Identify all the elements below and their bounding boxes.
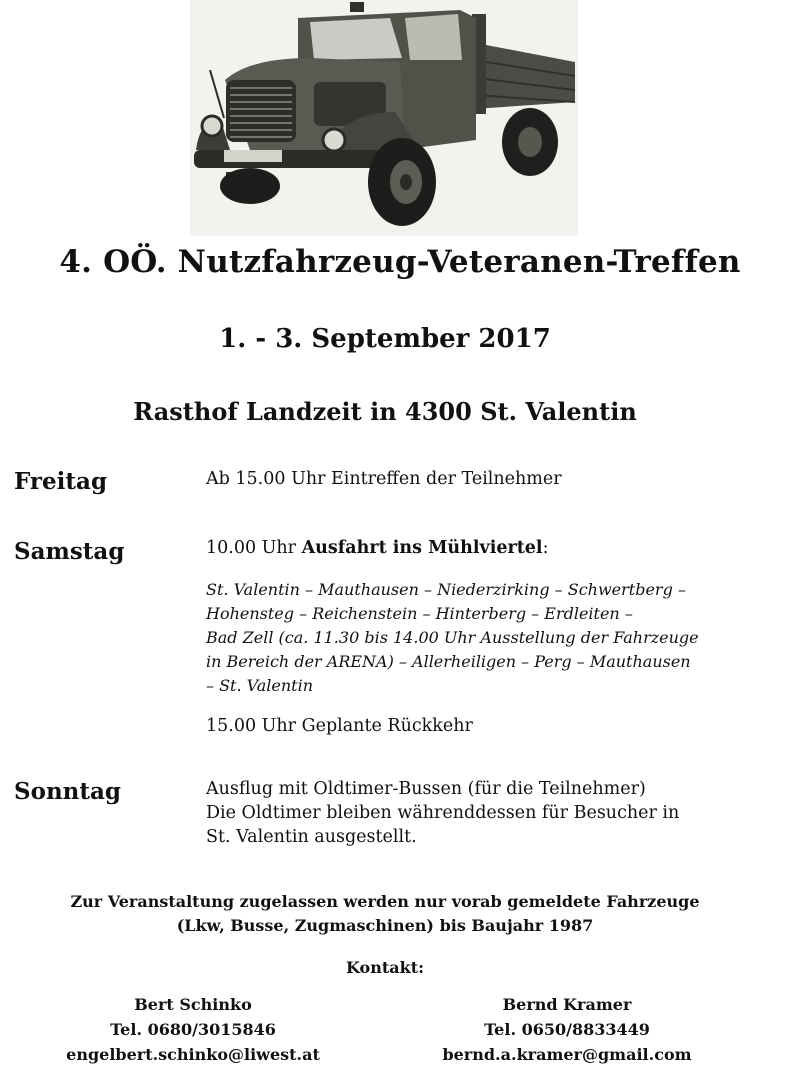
contact-person-1 xyxy=(28,992,358,1067)
contact-name: Bert Schinko xyxy=(134,995,252,1014)
sunday-line: Ausflug mit Oldtimer-Bussen (für die Teilnehmer) xyxy=(206,779,646,799)
sunday-line: Die Oldtimer bleiben währenddessen für Besucher in xyxy=(206,803,680,823)
sunday-line: St. Valentin ausgestellt. xyxy=(206,827,417,847)
saturday-route xyxy=(206,578,699,698)
friday-text: Ab 15.00 Uhr Eintreffen der Teilnehmer xyxy=(206,469,562,489)
day-label-friday: Freitag xyxy=(14,468,108,495)
day-label-saturday: Samstag xyxy=(14,538,125,565)
sunday-text xyxy=(206,777,679,849)
event-date: 1. - 3. September 2017 xyxy=(219,324,551,354)
saturday-headline xyxy=(206,538,548,558)
route-line: Bad Zell (ca. 11.30 bis 14.00 Uhr Ausstellung der Fahrzeuge xyxy=(206,628,699,647)
saturday-colon: : xyxy=(542,538,549,558)
notice-line-1: Zur Veranstaltung zugelassen werden nur vorab gemeldete Fahrzeuge xyxy=(70,892,700,911)
contact-email: bernd.a.kramer@gmail.com xyxy=(442,1045,692,1064)
page-title: 4. OÖ. Nutzfahrzeug-Veteranen-Treffen xyxy=(59,244,741,280)
day-label-sunday: Sonntag xyxy=(14,778,122,805)
contact-phone: Tel. 0650/8833449 xyxy=(484,1020,650,1039)
route-line: in Bereich der ARENA) – Allerheiligen – Perg – Mauthausen xyxy=(206,652,691,671)
event-venue: Rasthof Landzeit in 4300 St. Valentin xyxy=(133,397,637,426)
contact-phone: Tel. 0680/3015846 xyxy=(110,1020,276,1039)
saturday-time: 10.00 Uhr xyxy=(206,538,302,558)
route-line: St. Valentin – Mauthausen – Niederzirking – Schwertberg – xyxy=(206,580,686,599)
route-line: – St. Valentin xyxy=(206,676,314,695)
route-line: Hohensteg – Reichenstein – Hinterberg – Erdleiten – xyxy=(206,604,633,623)
saturday-return: 15.00 Uhr Geplante Rückkehr xyxy=(206,716,473,736)
notice-line-2: (Lkw, Busse, Zugmaschinen) bis Baujahr 1987 xyxy=(176,916,594,935)
contact-person-2 xyxy=(402,992,732,1067)
vintage-truck-image xyxy=(190,0,578,236)
contact-name: Bernd Kramer xyxy=(502,995,632,1014)
contact-label: Kontakt: xyxy=(346,958,424,977)
contact-email: engelbert.schinko@liwest.at xyxy=(66,1045,320,1064)
saturday-event: Ausfahrt ins Mühlviertel xyxy=(301,538,543,558)
